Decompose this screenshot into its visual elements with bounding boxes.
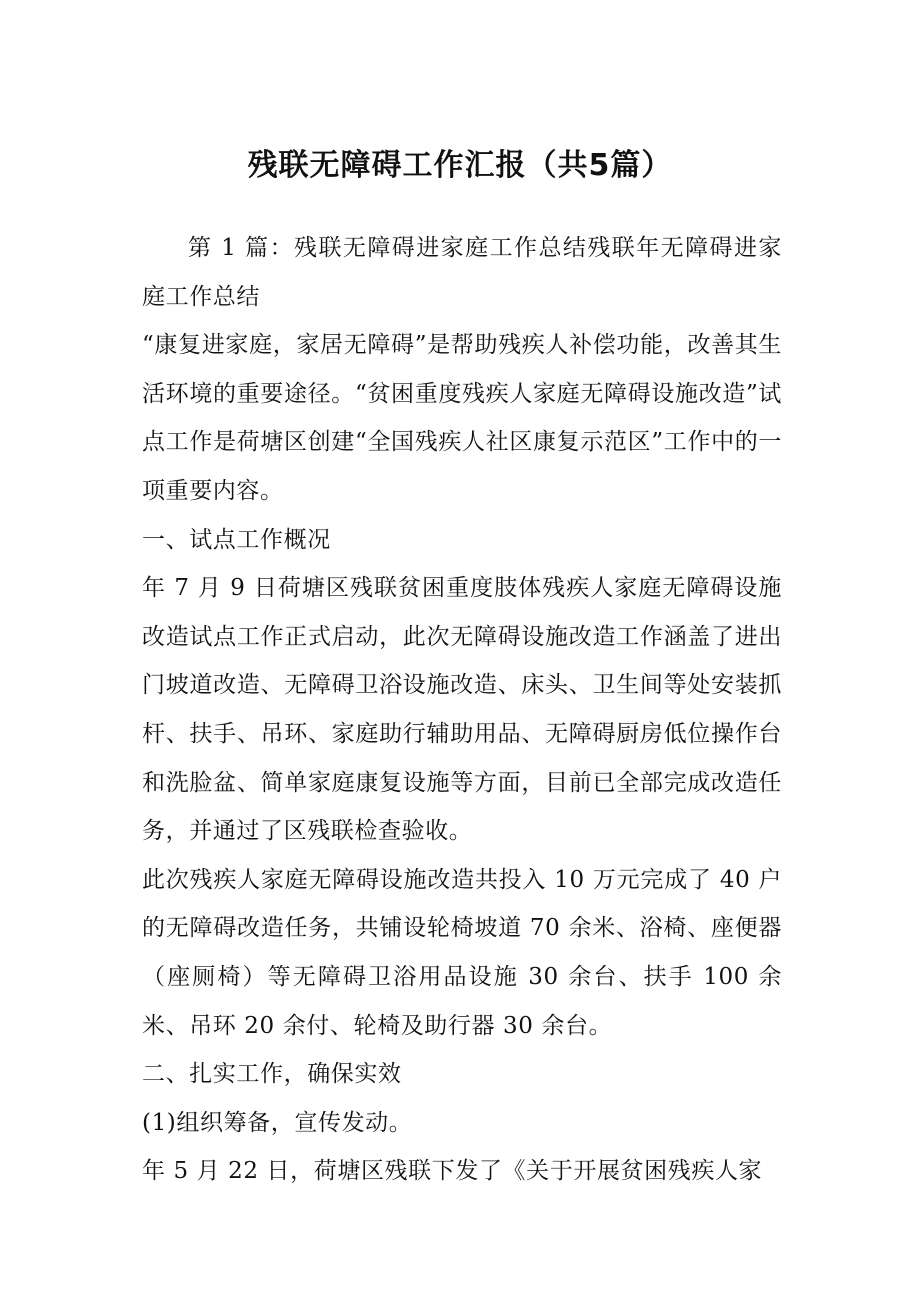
- section-heading-work: 二、扎实工作，确保实效: [142, 1061, 402, 1088]
- paragraph-overview: 年 7 月 9 日荷塘区残联贫困重度肢体残疾人家庭无障碍设施改造试点工作正式启动，此次无障碍设施改造工作涵盖了进出门坡道改造、无障碍卫浴设施改造、床头、卫生间等处安装抓杆、扶手、吊环、家庭助行辅助用品、无障碍厨房低位操作台和洗脸盆、简单家庭康复设施等方面，目前已全部完成改造任务，并通过了区残联检查验收。: [142, 575, 782, 845]
- paragraph-notice: 年 5 月 22 日，荷塘区残联下发了《关于开展贫困残疾人家: [142, 1158, 763, 1185]
- section-heading-overview: 一、试点工作概况: [142, 526, 331, 553]
- paragraph-chapter-heading: 第 1 篇：残联无障碍进家庭工作总结残联年无障碍进家庭工作总结: [142, 235, 782, 310]
- paragraph-intro: “康复进家庭，家居无障碍”是帮助残疾人补偿功能，改善其生活环境的重要途径。“贫困重度残疾人家庭无障碍设施改造”试点工作是荷塘区创建“全国残疾人社区康复示范区”工作中的一项重要内容。: [142, 332, 782, 504]
- subsection-heading-organize: (1)组织筹备，宣传发动。: [142, 1109, 413, 1136]
- document-body: [142, 224, 782, 1196]
- paragraph-investment: 此次残疾人家庭无障碍设施改造共投入 10 万元完成了 40 户的无障碍改造任务，共铺设轮椅坡道 70 余米、浴椅、座便器（座厕椅）等无障碍卫浴用品设施 30 余台、扶手 100 余米、吊环 20 余付、轮椅及助行器 30 余台。: [142, 866, 782, 1039]
- document-title: 残联无障碍工作汇报（共5篇）: [247, 148, 673, 183]
